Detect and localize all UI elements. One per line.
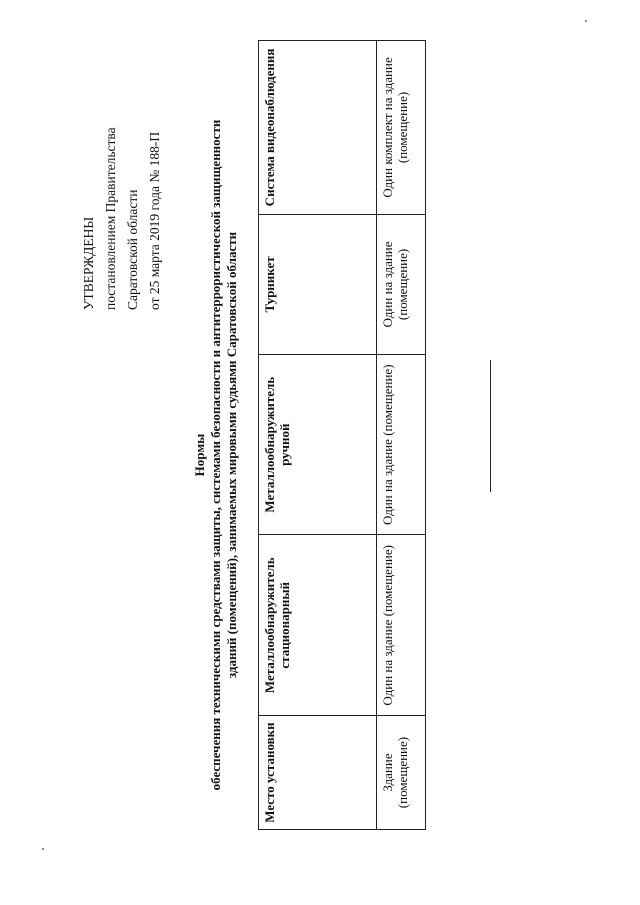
header-cell: Место установки (259, 716, 377, 830)
header-cell: Турникет (259, 214, 377, 354)
scan-speck (585, 20, 587, 22)
table-cell: Один на здание (помещение) (377, 354, 426, 535)
document-title (192, 45, 240, 865)
approval-stamp (78, 127, 166, 310)
header-cell: Металлообнаружитель стационарный (259, 535, 377, 716)
table-cell: Один на здание (помещение) (377, 214, 426, 354)
header-cell: Металлообнаружитель ручной (259, 354, 377, 535)
table-cell: Здание (помещение) (377, 716, 426, 830)
title-line: зданий (помещений), занимаемых мировыми судьями Саратовской области (224, 231, 239, 679)
table-cell: Один комплект на здание (помещение) (377, 41, 426, 215)
norms-table (258, 40, 426, 830)
approval-line: Саратовской области (125, 189, 140, 310)
title-line: обеспечения техническими средствами защиты, системами безопасности и антитеррористической защищенности (208, 119, 223, 791)
table-row (377, 41, 426, 830)
approval-line: УТВЕРЖДЕНЫ (81, 216, 96, 310)
header-cell: Система видеонаблюдения (259, 41, 377, 215)
table-header-row (259, 41, 377, 830)
approval-line: постановлением Правительства (103, 127, 118, 310)
scan-speck (42, 848, 44, 850)
table-cell: Один на здание (помещение) (377, 535, 426, 716)
title-heading: Нормы (192, 433, 207, 477)
end-divider-line (490, 360, 491, 492)
approval-line: от 25 марта 2019 года № 188-П (147, 131, 162, 310)
